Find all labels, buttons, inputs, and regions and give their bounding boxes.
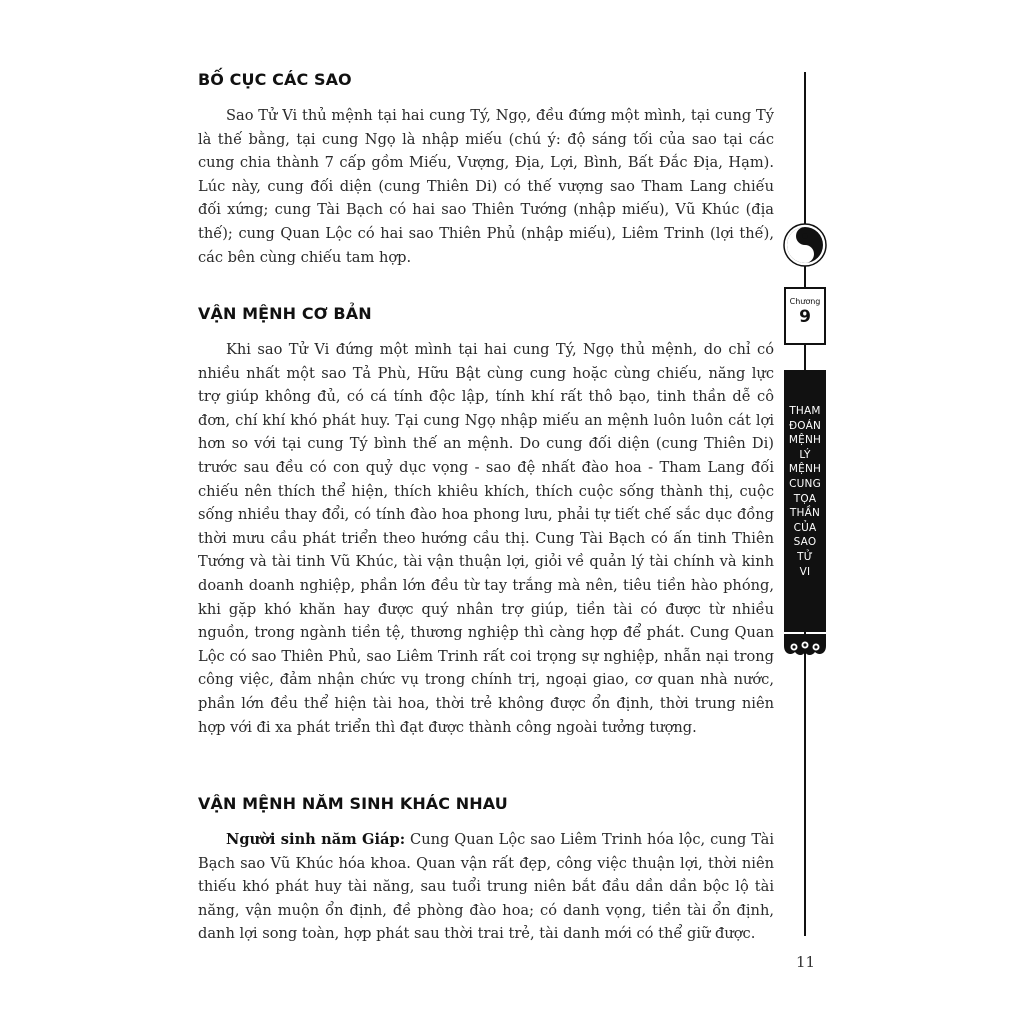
page-number: 11 xyxy=(796,953,816,971)
chapter-title-line: THAM xyxy=(789,405,821,417)
chapter-title-line: THẦN xyxy=(789,507,821,520)
chapter-title-line: VI xyxy=(799,565,811,578)
section-body: Khi sao Tử Vi đứng một mình tại hai cung Tý, Ngọ thủ mệnh, do chỉ có nhiều nhất một sao Tả Phù, Hữu Bật cùng cung hoặc cùng chiếu, năng lực trợ giúp không đủ, có cá tính độc lập, tính khí rất thô bạo, tinh thần dễ cô đơn, chí khí khó phát huy. Tại cung Ngọ nhập miếu an mệnh luôn luôn cát lợi hơn so với tại cung Tý bình thế an mệnh. Do cung đối diện (cung Thiên Di) trước sau đều có con quỷ dục vọng - sao đệ nhất đào hoa - Tham Lang đối chiếu nên thích thể hiện, thích khiêu khích, thích cuộc sống thành thị, cuộc sống nhiều thay đổi, có tính đào hoa phong lưu, phải tự tiết chế sắc dục đồng thời mưu cầu phát triển theo hướng cầu thị. Cung Tài Bạch có ấn tinh Thiên Tướng và tài tinh Vũ Khúc, tài vận thuận lợi, giỏi về quản lý tài chính và kinh doanh doanh nghiệp, phần lớn đều từ tay trắng mà nên, tiêu tiền hào phóng, khi gặp khó khăn hay được quý nhân trợ giúp, tiền tài có được từ nhiều nguồn, trong ngành tiền tệ, thương nghiệp thì càng hợp để phát. Cung Quan Lộc có sao Thiên Phủ, sao Liêm Trinh rất coi trọng sự nghiệp, nhẫn nại trong công việc, đảm nhận chức vụ trong chính trị, ngoại giao, cơ quan nhà nước, phần lớn đều thể hiện tài hoa, thời trẻ không được ổn định, thời trung niên hợp với đi xa phát triển thì đạt được thành công ngoài tưởng tượng. xyxy=(198,341,774,736)
chapter-title-bar xyxy=(784,370,826,632)
chapter-label: Chương xyxy=(789,297,821,306)
section-heading: VẬN MỆNH CƠ BẢN xyxy=(198,304,372,323)
section-body: Sao Tử Vi thủ mệnh tại hai cung Tý, Ngọ, đều đứng một mình, tại cung Tý là thế bằng, tại cung Ngọ là nhập miếu (chú ý: độ sáng tối của sao tại các cung chia thành 7 cấp gồm Miếu, Vượng, Địa, Lợi, Bình, Bất Đắc Địa, Hạm). Lúc này, cung đối diện (cung Thiên Di) có thế vượng sao Tham Lang chiếu đối xứng; cung Tài Bạch có hai sao Thiên Tướng (nhập miếu), Vũ Khúc (địa thế); cung Quan Lộc có hai sao Thiên Phủ (nhập miếu), Liêm Trinh (lợi thế), các bên cùng chiếu tam hợp. xyxy=(198,107,774,266)
section-heading: BỐ CỤC CÁC SAO xyxy=(198,70,352,89)
chapter-title-line: ĐOÁN xyxy=(788,419,822,432)
chapter-title-line: TỌA xyxy=(793,492,817,505)
chapter-title-line: CUNG xyxy=(789,477,821,490)
chapter-title-line: TỬ xyxy=(797,550,813,563)
chapter-title-line: LÝ xyxy=(799,448,811,461)
yin-yang-icon xyxy=(783,223,827,267)
section-heading: VẬN MỆNH NĂM SINH KHÁC NHAU xyxy=(198,794,508,813)
chapter-title-line: MỆNH xyxy=(788,434,822,447)
cloud-ornament-icon xyxy=(781,632,829,658)
section-body xyxy=(198,828,774,946)
body-text: Cung Quan Lộc sao Liêm Trinh hóa lộc, cung Tài Bạch sao Vũ Khúc hóa khoa. Quan vận rất đẹp, công việc thuận lợi, thời niên thiếu khó phát huy tài năng, sau tuổi trung niên bắt đầu dần dần bộc lộ tài năng, vận muộn ổn định, đề phòng đào hoa; có danh vọng, tiền tài ổn định, danh lợi song toàn, hợp phát sau thời trai trẻ, tài danh mới có thể giữ được. xyxy=(198,831,774,943)
chapter-number: 9 xyxy=(799,307,811,327)
chapter-title-line: MỆNH xyxy=(788,463,822,476)
chapter-title-line: CỦA xyxy=(793,521,817,534)
lead-text: Người sinh năm Giáp: xyxy=(226,831,406,848)
chapter-badge xyxy=(784,287,826,345)
chapter-title-line: SAO xyxy=(793,536,817,549)
